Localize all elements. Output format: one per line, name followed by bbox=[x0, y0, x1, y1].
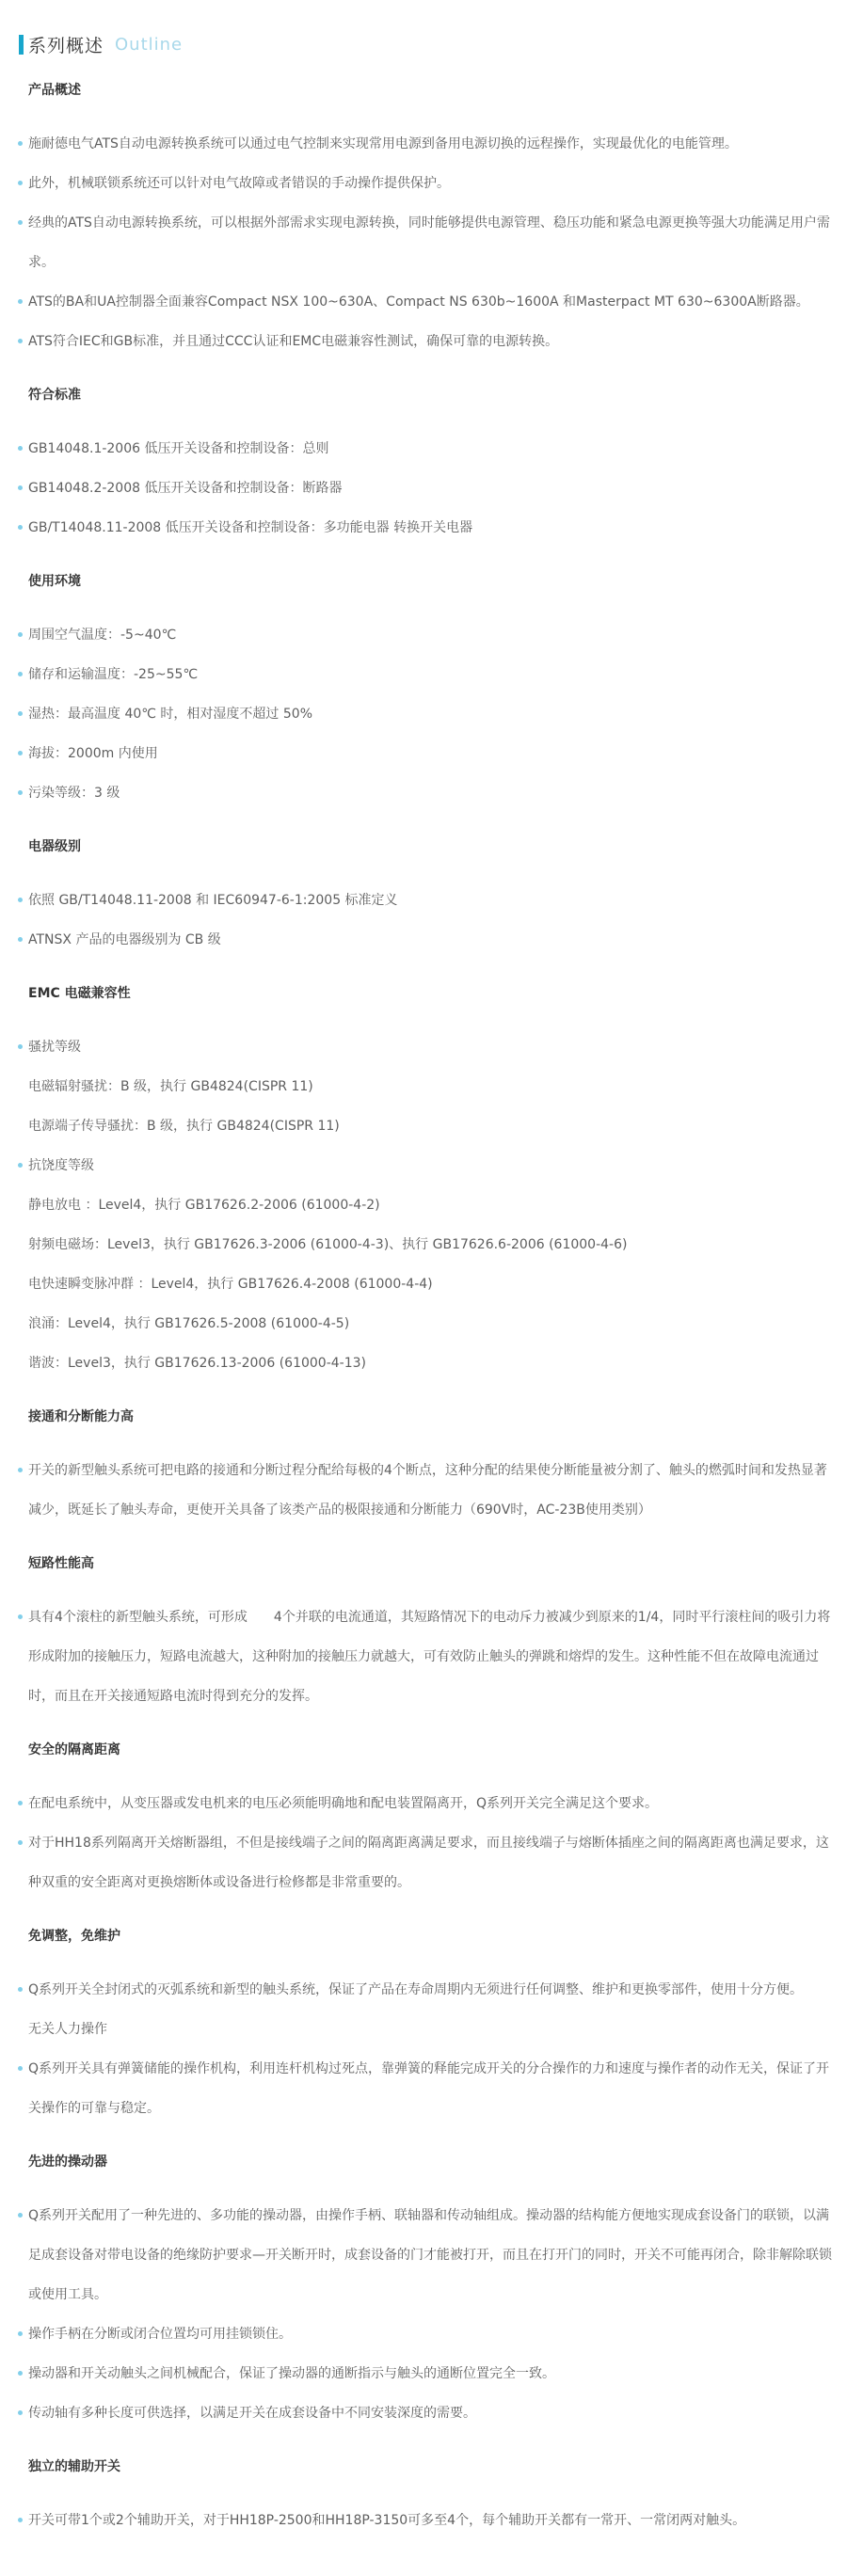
list-item-text: 谐波：Level3，执行 GB17626.13-2006 (61000-4-13) bbox=[28, 1356, 366, 1371]
list-item-text: 具有4个滚柱的新型触头系统，可形成 4个并联的电流通道，其短路情况下的电动斥力被减少到原来的1/4，同时平行滚柱间的吸引力将形成附加的接触压力，短路电流越大，这种附加的接触压力就越大，可有效防止触头的弹跳和熔焊的发生。这种性能不但在故障电流通过时，而且在开关接通短路电流时得到充分的发挥。 bbox=[28, 1610, 831, 1704]
section-heading: 电器级别 bbox=[28, 839, 81, 854]
section-items bbox=[28, 2501, 834, 2540]
section-heading: 短路性能高 bbox=[28, 1556, 94, 1571]
list-item-text: 操动器和开关动触头之间机械配合，保证了操动器的通断指示与触头的通断位置完全一致。 bbox=[28, 2366, 555, 2381]
list-item bbox=[28, 1146, 834, 1185]
list-item-text: GB14048.1-2006 低压开关设备和控制设备：总则 bbox=[28, 441, 329, 456]
list-item-text: 依照 GB/T14048.11-2008 和 IEC60947-6-1:2005 标准定义 bbox=[28, 893, 398, 908]
list-item bbox=[28, 1027, 834, 1067]
list-item bbox=[28, 773, 834, 813]
section bbox=[28, 2142, 834, 2433]
list-item-text: 污染等级：3 级 bbox=[28, 786, 120, 801]
bullet-dot-icon bbox=[18, 672, 23, 676]
bullet-dot-icon bbox=[18, 1468, 23, 1472]
accent-bar-icon bbox=[19, 35, 24, 55]
bullet-dot-icon bbox=[18, 898, 23, 902]
list-item-text: ATNSX 产品的电器级别为 CB 级 bbox=[28, 932, 221, 947]
list-item bbox=[28, 2314, 834, 2354]
list-item-text: 经典的ATS自动电源转换系统，可以根据外部需求实现电源转换，同时能够提供电源管理、稳压功能和紧急电源更换等强大功能满足用户需求。 bbox=[28, 215, 830, 270]
list-item-text: 静电放电 ：Level4，执行 GB17626.2-2006 (61000-4-2) bbox=[28, 1198, 380, 1213]
section-items bbox=[28, 124, 834, 361]
section-items bbox=[28, 2196, 834, 2433]
section bbox=[28, 562, 834, 813]
list-item bbox=[28, 615, 834, 655]
list-item-text: 开关可带1个或2个辅助开关，对于HH18P-2500和HH18P-3150可多至4个，每个辅助开关都有一常开、一常闭两对触头。 bbox=[28, 2513, 746, 2528]
list-item bbox=[28, 1970, 834, 2010]
list-item bbox=[28, 1451, 834, 1530]
list-item-text: 此外，机械联锁系统还可以针对电气故障或者错误的手动操作提供保护。 bbox=[28, 176, 450, 191]
section-items bbox=[28, 1970, 834, 2128]
list-item-text: GB/T14048.11-2008 低压开关设备和控制设备：多功能电器 转换开关电器 bbox=[28, 520, 473, 535]
section bbox=[28, 1916, 834, 2128]
bullet-dot-icon bbox=[18, 632, 23, 637]
list-item bbox=[28, 508, 834, 548]
page-title-zh: 系列概述 bbox=[28, 35, 104, 56]
bullet-dot-icon bbox=[18, 790, 23, 795]
list-item-text: Q系列开关具有弹簧储能的操作机构，利用连杆机构过死点，靠弹簧的释能完成开关的分合操作的力和速度与操作者的动作无关，保证了开关操作的可靠与稳定。 bbox=[28, 2061, 830, 2116]
section bbox=[28, 974, 834, 1383]
list-item bbox=[28, 920, 834, 960]
section-items bbox=[28, 1784, 834, 1902]
list-item bbox=[28, 2393, 834, 2433]
list-item bbox=[28, 881, 834, 920]
list-item-text: ATS的BA和UA控制器全面兼容Compact NSX 100~630A、Compact NS 630b~1600A 和Masterpact MT 630~6300A断路器。 bbox=[28, 294, 809, 310]
bullet-dot-icon bbox=[18, 2066, 23, 2071]
list-item-text: 对于HH18系列隔离开关熔断器组，不但是接线端子之间的隔离距离满足要求，而且接线端子与熔断体插座之间的隔离距离也满足要求，这种双重的安全距离对更换熔断体或设备进行检修都是非常重要的。 bbox=[28, 1836, 829, 1890]
bullet-dot-icon bbox=[18, 2410, 23, 2415]
list-item-text: 电磁辐射骚扰：B 级，执行 GB4824(CISPR 11) bbox=[28, 1079, 313, 1094]
bullet-dot-icon bbox=[18, 446, 23, 451]
bullet-dot-icon bbox=[18, 1840, 23, 1845]
section bbox=[28, 1544, 834, 1716]
section-heading: 接通和分断能力高 bbox=[28, 1409, 134, 1424]
section bbox=[28, 375, 834, 548]
list-item bbox=[28, 1225, 834, 1264]
list-item-text: 施耐德电气ATS自动电源转换系统可以通过电气控制来实现常用电源到备用电源切换的远程操作，实现最优化的电能管理。 bbox=[28, 136, 738, 151]
section-items bbox=[28, 429, 834, 548]
list-item-text: GB14048.2-2008 低压开关设备和控制设备：断路器 bbox=[28, 481, 343, 496]
section bbox=[28, 1397, 834, 1530]
list-item-text: 周围空气温度：-5~40℃ bbox=[28, 628, 177, 643]
sections-container bbox=[28, 71, 834, 2540]
bullet-dot-icon bbox=[18, 299, 23, 304]
list-item bbox=[28, 1823, 834, 1902]
section-heading: EMC 电磁兼容性 bbox=[28, 986, 131, 1001]
list-item-text: 储存和运输温度：-25~55℃ bbox=[28, 667, 199, 682]
list-item-text: 在配电系统中，从变压器或发电机来的电压必须能明确地和配电装置隔离开，Q系列开关完全满足这个要求。 bbox=[28, 1796, 659, 1811]
section-heading: 使用环境 bbox=[28, 574, 81, 589]
bullet-dot-icon bbox=[18, 937, 23, 942]
list-item bbox=[28, 1304, 834, 1344]
list-item-text: 射频电磁场：Level3，执行 GB17626.3-2006 (61000-4-3)、执行 GB17626.6-2006 (61000-4-6) bbox=[28, 1237, 628, 1252]
list-item-text: 骚扰等级 bbox=[28, 1040, 81, 1055]
bullet-dot-icon bbox=[18, 339, 23, 343]
list-item bbox=[28, 2049, 834, 2128]
bullet-dot-icon bbox=[18, 711, 23, 716]
bullet-dot-icon bbox=[18, 1614, 23, 1619]
section bbox=[28, 2447, 834, 2540]
section bbox=[28, 1730, 834, 1902]
list-item-text: 抗饶度等级 bbox=[28, 1158, 94, 1173]
bullet-dot-icon bbox=[18, 525, 23, 530]
bullet-dot-icon bbox=[18, 220, 23, 225]
list-item-text: 传动轴有多种长度可供选择，以满足开关在成套设备中不同安装深度的需要。 bbox=[28, 2406, 476, 2421]
list-item-text: 电源端子传导骚扰：B 级，执行 GB4824(CISPR 11) bbox=[28, 1119, 340, 1134]
section-items bbox=[28, 615, 834, 813]
page-title-en: Outline bbox=[115, 34, 184, 55]
list-item bbox=[28, 1784, 834, 1823]
list-item bbox=[28, 694, 834, 734]
bullet-dot-icon bbox=[18, 2518, 23, 2522]
list-item-text: 海拔：2000m 内使用 bbox=[28, 746, 158, 761]
list-item-text: 操作手柄在分断或闭合位置均可用挂锁锁住。 bbox=[28, 2327, 292, 2342]
section-heading: 先进的操动器 bbox=[28, 2155, 107, 2170]
section-heading: 符合标准 bbox=[28, 388, 81, 403]
list-item-text: 开关的新型触头系统可把电路的接通和分断过程分配给每极的4个断点，这种分配的结果使分断能量被分割了、触头的燃弧时间和发热显著减少，既延长了触头寿命，更使开关具备了该类产品的极限接通和分断能力（690V时，AC-23B使用类别） bbox=[28, 1463, 827, 1518]
list-item bbox=[28, 2010, 834, 2049]
bullet-dot-icon bbox=[18, 1987, 23, 1992]
list-item bbox=[28, 734, 834, 773]
bullet-dot-icon bbox=[18, 2371, 23, 2376]
page-title bbox=[19, 32, 834, 56]
bullet-dot-icon bbox=[18, 141, 23, 146]
section-heading: 免调整，免维护 bbox=[28, 1929, 120, 1944]
list-item-text: Q系列开关配用了一种先进的、多功能的操动器，由操作手柄、联轴器和传动轴组成。操动器的结构能方便地实现成套设备门的联锁，以满足成套设备对带电设备的绝缘防护要求—开关断开时，成套设备的门才能被打开，而且在打开门的同时，开关不可能再闭合，除非解除联锁或使用工具。 bbox=[28, 2208, 832, 2302]
list-item-text: 浪涌：Level4，执行 GB17626.5-2008 (61000-4-5) bbox=[28, 1316, 350, 1331]
list-item bbox=[28, 1264, 834, 1304]
bullet-dot-icon bbox=[18, 2331, 23, 2336]
bullet-dot-icon bbox=[18, 1163, 23, 1168]
list-item bbox=[28, 655, 834, 694]
section bbox=[28, 71, 834, 361]
list-item bbox=[28, 1067, 834, 1106]
section-heading: 独立的辅助开关 bbox=[28, 2459, 120, 2474]
list-item bbox=[28, 282, 834, 322]
list-item-text: Q系列开关全封闭式的灭弧系统和新型的触头系统，保证了产品在寿命周期内无须进行任何调整、维护和更换零部件，使用十分方便。 bbox=[28, 1982, 804, 1997]
bullet-dot-icon bbox=[18, 751, 23, 755]
section-items bbox=[28, 881, 834, 960]
bullet-dot-icon bbox=[18, 485, 23, 490]
bullet-dot-icon bbox=[18, 1044, 23, 1049]
bullet-dot-icon bbox=[18, 2213, 23, 2218]
list-item bbox=[28, 203, 834, 282]
section-heading: 安全的隔离距离 bbox=[28, 1742, 120, 1757]
list-item-text: 湿热：最高温度 40℃ 时，相对湿度不超过 50% bbox=[28, 707, 313, 722]
list-item bbox=[28, 322, 834, 361]
section-heading: 产品概述 bbox=[28, 83, 81, 98]
list-item bbox=[28, 469, 834, 508]
list-item-text: 无关人力操作 bbox=[28, 2022, 107, 2037]
list-item bbox=[28, 2354, 834, 2393]
list-item bbox=[28, 1344, 834, 1383]
section-items bbox=[28, 1027, 834, 1383]
list-item bbox=[28, 2501, 834, 2540]
section-items bbox=[28, 1451, 834, 1530]
list-item bbox=[28, 1185, 834, 1225]
list-item bbox=[28, 124, 834, 164]
section-items bbox=[28, 1598, 834, 1716]
list-item-text: 电快速瞬变脉冲群 ：Level4，执行 GB17626.4-2008 (61000-4-4) bbox=[28, 1277, 433, 1292]
list-item bbox=[28, 1106, 834, 1146]
list-item bbox=[28, 164, 834, 203]
list-item bbox=[28, 2196, 834, 2314]
list-item bbox=[28, 1598, 834, 1716]
list-item bbox=[28, 429, 834, 469]
bullet-dot-icon bbox=[18, 1801, 23, 1805]
section bbox=[28, 827, 834, 960]
bullet-dot-icon bbox=[18, 181, 23, 185]
list-item-text: ATS符合IEC和GB标准，并且通过CCC认证和EMC电磁兼容性测试，确保可靠的电源转换。 bbox=[28, 334, 559, 349]
